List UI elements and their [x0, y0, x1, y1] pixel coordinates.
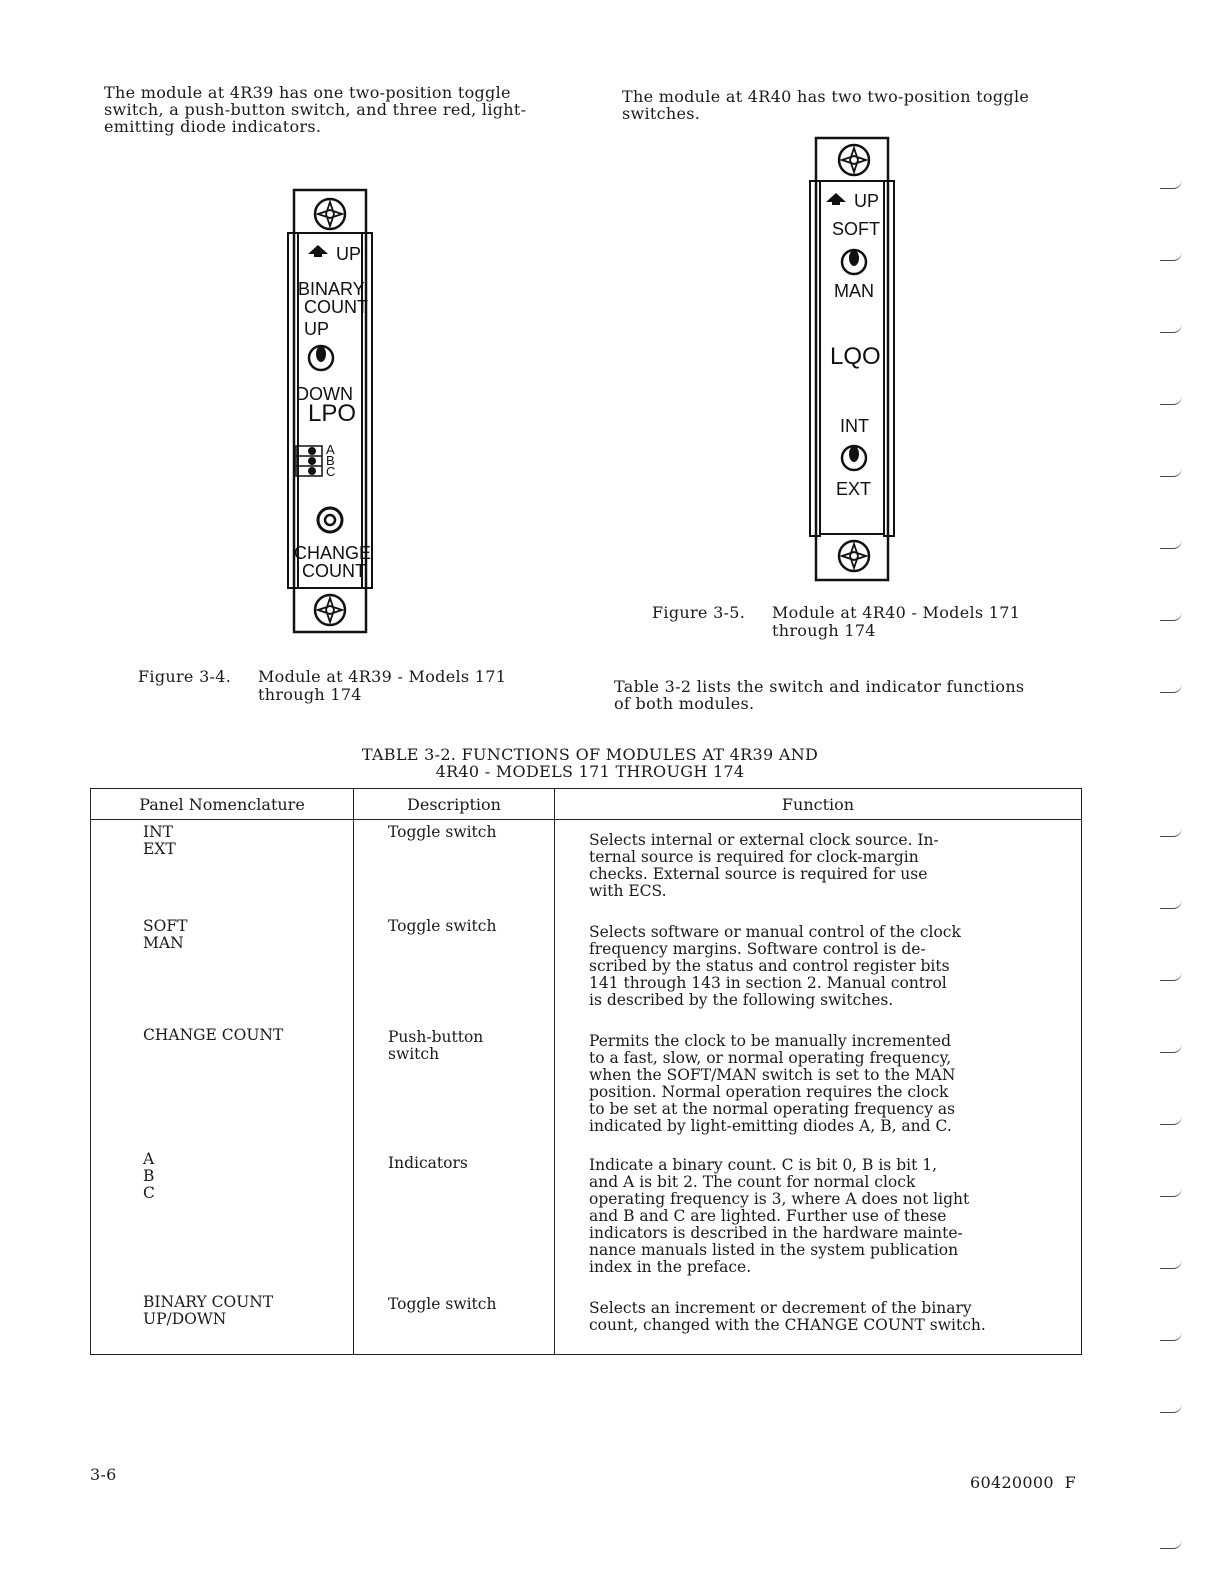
lpo-label: LPO: [308, 400, 357, 427]
change-label: CHANGE: [294, 543, 372, 563]
binding-mark: [1160, 180, 1182, 189]
table-row: [91, 820, 1082, 917]
cell-nomenclature: A B C: [91, 1151, 354, 1292]
left-intro: The module at 4R39 has one two-position toggle switch, a push-button switch, and three red, light- emitting diode indicators.: [104, 83, 527, 136]
cell-function: Indicate a binary count. C is bit 0, B is bit 1, and A is bit 2. The count for normal clock operating frequency is 3, where A does not light and B and C are lighted. Further use of these indicators is described in the hardware mainte- nance manuals listed in the system publication index in the preface.: [555, 1151, 1082, 1292]
cell-nomenclature: CHANGE COUNT: [91, 1025, 354, 1151]
cell-description: Toggle switch: [354, 916, 555, 1025]
cell-function: Permits the clock to be manually incremented to a fast, slow, or normal operating frequency, when the SOFT/MAN switch is set to the MAN position. Normal operation requires the clock to be set at the normal operating frequency as indicated by light-emitting diodes A, B, and C.: [555, 1025, 1082, 1151]
up-label: UP: [336, 244, 362, 264]
page-number: 3-6: [90, 1465, 117, 1484]
toggle-up-label: UP: [304, 319, 330, 339]
cell-nomenclature: SOFT MAN: [91, 916, 354, 1025]
ext-label: EXT: [836, 479, 872, 499]
led-b-label: B: [326, 453, 335, 468]
header-panel-nomenclature: Panel Nomenclature: [91, 789, 354, 820]
cell-description: Toggle switch: [354, 820, 555, 917]
table-row: [91, 1292, 1082, 1355]
cell-function: Selects internal or external clock source. In- ternal source is required for clock-margin checks. External source is required for use with ECS.: [555, 820, 1082, 917]
right-intro: The module at 4R40 has two two-position toggle switches.: [622, 87, 1030, 123]
binding-mark: [1160, 684, 1182, 693]
cell-function: Selects software or manual control of the clock frequency margins. Software control is de- scribed by the status and control register bits 141 through 143 in section 2. Manual control is described by the following switches.: [555, 916, 1082, 1025]
cell-function: Selects an increment or decrement of the binary count, changed with the CHANGE COUNT switch.: [555, 1292, 1082, 1355]
led-c-label: C: [326, 464, 336, 479]
binding-mark: [1160, 468, 1182, 477]
down-label: DOWN: [296, 384, 353, 404]
module-4r39-figure: [286, 188, 382, 636]
table-title: TABLE 3-2. FUNCTIONS OF MODULES AT 4R39 AND 4R40 - MODELS 171 THROUGH 174: [361, 745, 819, 781]
header-description: Description: [354, 789, 555, 820]
binding-mark: [1160, 1260, 1182, 1269]
binding-mark: [1160, 1540, 1182, 1549]
count-label: COUNT: [304, 297, 368, 317]
soft-label: SOFT: [832, 219, 880, 239]
binding-mark: [1160, 612, 1182, 621]
binding-mark: [1160, 324, 1182, 333]
int-label: INT: [840, 416, 869, 436]
man-label: MAN: [834, 281, 874, 301]
header-function: Function: [555, 789, 1082, 820]
table-header-row: [91, 789, 1082, 820]
binding-mark: [1160, 252, 1182, 261]
binding-mark: [1160, 1404, 1182, 1413]
binding-mark: [1160, 1116, 1182, 1125]
table-row: [91, 1025, 1082, 1151]
cell-nomenclature: BINARY COUNT UP/DOWN: [91, 1292, 354, 1355]
lqo-label: LQO: [830, 343, 881, 370]
cell-description: Toggle switch: [354, 1292, 555, 1355]
table-reference: Table 3-2 lists the switch and indicator functions of both modules.: [614, 677, 1025, 713]
up-label-40: UP: [854, 191, 880, 211]
cell-description: Push-button switch: [354, 1025, 555, 1151]
cell-description: Indicators: [354, 1151, 555, 1292]
binding-mark: [1160, 972, 1182, 981]
binding-mark: [1160, 540, 1182, 549]
table-row: [91, 916, 1082, 1025]
binding-mark: [1160, 828, 1182, 837]
table-row: [91, 1151, 1082, 1292]
count2-label: COUNT: [302, 561, 366, 581]
binding-mark: [1160, 1188, 1182, 1197]
document-number: 60420000 F: [970, 1473, 1077, 1492]
binding-mark: [1160, 396, 1182, 405]
module-4r40-figure: [808, 136, 904, 584]
binding-mark: [1160, 1332, 1182, 1341]
binding-mark: [1160, 1044, 1182, 1053]
cell-nomenclature: INT EXT: [91, 820, 354, 917]
binding-mark: [1160, 900, 1182, 909]
functions-table: [90, 788, 1082, 1355]
led-a-label: A: [326, 442, 335, 457]
binary-label: BINARY: [298, 279, 365, 299]
